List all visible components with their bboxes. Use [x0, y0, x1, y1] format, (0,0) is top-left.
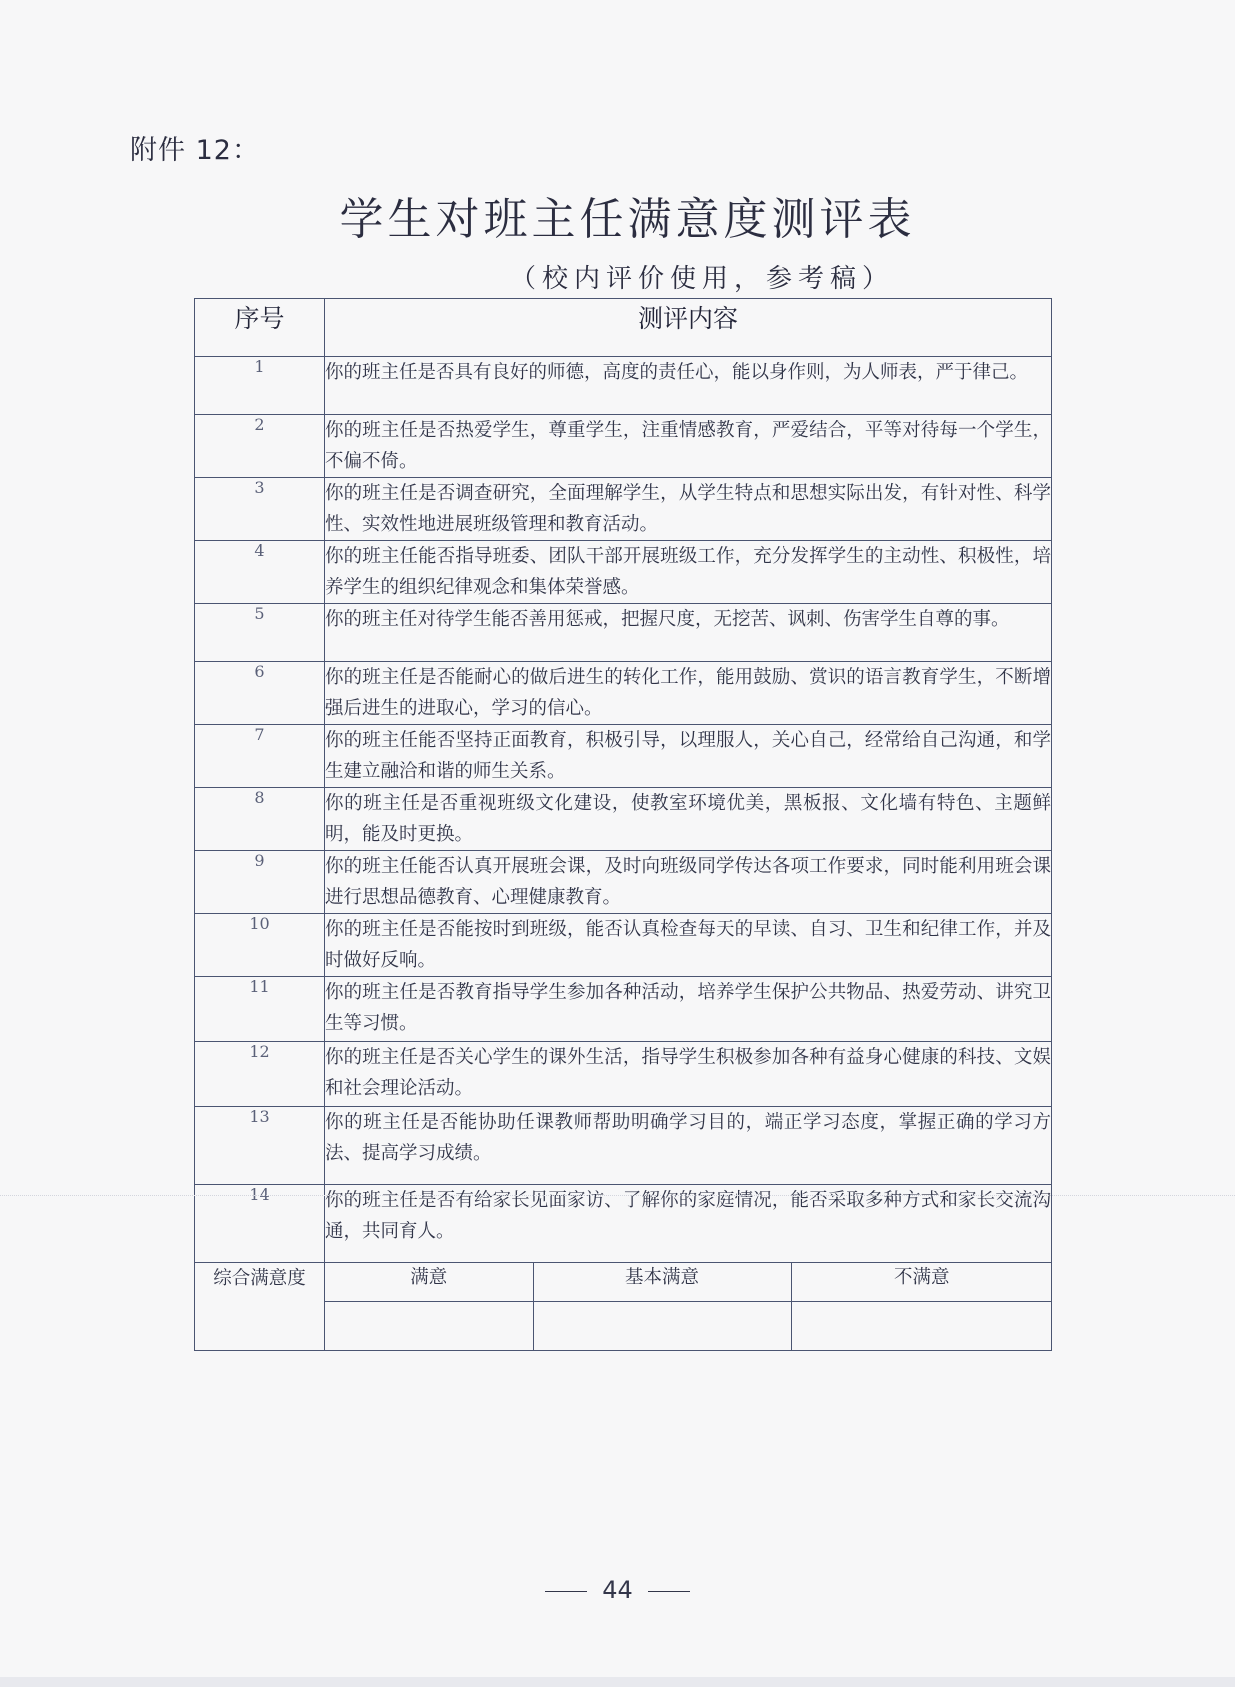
row-number: 9 [195, 851, 325, 914]
page-subtitle: （校内评价使用，参考稿） [510, 264, 895, 294]
summary-options-header [325, 1263, 1052, 1302]
summary-row [195, 1263, 1052, 1351]
row-number: 14 [195, 1185, 325, 1263]
row-number: 3 [195, 478, 325, 541]
table-row [195, 1042, 1052, 1107]
answer-cell-basically-satisfied[interactable] [533, 1302, 791, 1351]
row-content: 你的班主任是否有给家长见面家访、了解你的家庭情况，能否采取多种方式和家长交流沟通，共同育人。 [325, 1185, 1052, 1263]
summary-answer-row [325, 1302, 1052, 1351]
row-number: 2 [195, 415, 325, 478]
table-row [195, 1107, 1052, 1185]
row-content: 你的班主任是否能按时到班级，能否认真检查每天的早读、自习、卫生和纪律工作，并及时做好反响。 [325, 914, 1052, 977]
header-number: 序号 [195, 299, 325, 357]
table-row [195, 1185, 1052, 1263]
table-row [195, 788, 1052, 851]
scan-fold-line [0, 1195, 1235, 1196]
evaluation-table [194, 298, 1052, 1351]
row-content: 你的班主任能否指导班委、团队干部开展班级工作，充分发挥学生的主动性、积极性，培养学生的组织纪律观念和集体荣誉感。 [325, 541, 1052, 604]
table-row [195, 851, 1052, 914]
row-content: 你的班主任是否具有良好的师德，高度的责任心，能以身作则，为人师表，严于律己。 [325, 357, 1052, 415]
summary-options-cell [325, 1263, 1052, 1351]
page-title: 学生对班主任满意度测评表 [339, 194, 916, 245]
row-content: 你的班主任能否坚持正面教育，积极引导，以理服人，关心自己，经常给自己沟通，和学生建立融洽和谐的师生关系。 [325, 725, 1052, 788]
row-number: 13 [195, 1107, 325, 1185]
row-content: 你的班主任是否热爱学生，尊重学生，注重情感教育，严爱结合，平等对待每一个学生，不偏不倚。 [325, 415, 1052, 478]
summary-label: 综合满意度 [195, 1263, 325, 1351]
page-number-value: 44 [602, 1576, 633, 1604]
attachment-label: 附件 12： [130, 135, 260, 166]
row-content: 你的班主任是否教育指导学生参加各种活动，培养学生保护公共物品、热爱劳动、讲究卫生等习惯。 [325, 977, 1052, 1042]
row-number: 7 [195, 725, 325, 788]
table-header-row [195, 299, 1052, 357]
row-number: 1 [195, 357, 325, 415]
row-content: 你的班主任对待学生能否善用惩戒，把握尺度，无挖苦、讽刺、伤害学生自尊的事。 [325, 604, 1052, 662]
table-row [195, 977, 1052, 1042]
option-satisfied: 满意 [325, 1263, 533, 1302]
row-content: 你的班主任是否关心学生的课外生活，指导学生积极参加各种有益身心健康的科技、文娱和社会理论活动。 [325, 1042, 1052, 1107]
table-row [195, 914, 1052, 977]
table-row [195, 415, 1052, 478]
table-row [195, 662, 1052, 725]
scan-bottom-edge [0, 1677, 1235, 1687]
row-number: 11 [195, 977, 325, 1042]
row-number: 4 [195, 541, 325, 604]
row-number: 5 [195, 604, 325, 662]
answer-cell-satisfied[interactable] [325, 1302, 533, 1351]
header-content: 测评内容 [325, 299, 1052, 357]
answer-cell-unsatisfied[interactable] [791, 1302, 1052, 1351]
row-number: 8 [195, 788, 325, 851]
table-row [195, 357, 1052, 415]
option-basically-satisfied: 基本满意 [533, 1263, 791, 1302]
row-number: 10 [195, 914, 325, 977]
option-unsatisfied: 不满意 [791, 1263, 1052, 1302]
row-content: 你的班主任是否重视班级文化建设，使教室环境优美，黑板报、文化墙有特色、主题鲜明，能及时更换。 [325, 788, 1052, 851]
page-number-dash-right [648, 1591, 690, 1592]
row-number: 6 [195, 662, 325, 725]
row-content: 你的班主任是否能耐心的做后进生的转化工作，能用鼓励、赏识的语言教育学生，不断增强后进生的进取心，学习的信心。 [325, 662, 1052, 725]
page-number-dash-left [545, 1591, 587, 1592]
table-row [195, 478, 1052, 541]
table-row [195, 725, 1052, 788]
row-content: 你的班主任是否能协助任课教师帮助明确学习目的，端正学习态度，掌握正确的学习方法、提高学习成绩。 [325, 1107, 1052, 1185]
row-content: 你的班主任是否调查研究，全面理解学生，从学生特点和思想实际出发，有针对性、科学性、实效性地进展班级管理和教育活动。 [325, 478, 1052, 541]
row-number: 12 [195, 1042, 325, 1107]
table-row [195, 541, 1052, 604]
summary-options-table [325, 1263, 1052, 1350]
row-content: 你的班主任能否认真开展班会课，及时向班级同学传达各项工作要求，同时能利用班会课进行思想品德教育、心理健康教育。 [325, 851, 1052, 914]
page-number [0, 1576, 1235, 1604]
table-row [195, 604, 1052, 662]
